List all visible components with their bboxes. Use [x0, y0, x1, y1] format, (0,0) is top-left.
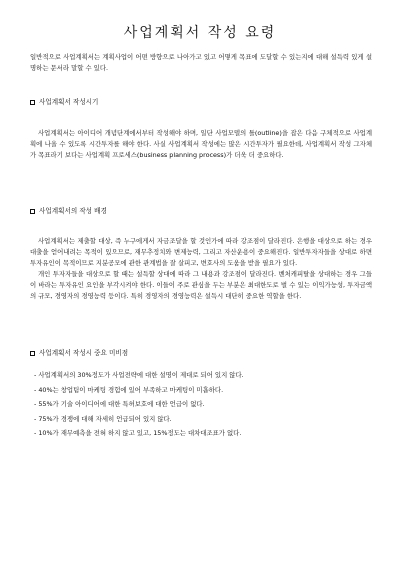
document-title: 사업계획서 작성 요령	[123, 25, 277, 41]
list-item: - 75%가 경쟁에 대해 자세히 언급되어 있지 않다.	[34, 414, 172, 423]
intro-paragraph: 일반적으로 사업계획서는 계획사업이 어떤 방향으로 나아가고 있고 어떻게 목표에 도달할 수 있는지에 대해 설득력 있게 설명하는 문서라 말할 수 있다.	[30, 53, 372, 72]
square-bullet-icon	[30, 209, 35, 214]
section-heading-deficiencies	[30, 348, 128, 358]
deficiency-list	[30, 368, 372, 441]
section-heading-label: 사업계획서 작성시 중요 미비점	[39, 349, 129, 357]
section-heading-label: 사업계획서의 작성 배경	[39, 207, 107, 215]
list-item: - 55%가 기술 아이디어에 대한 특허보호에 대한 언급이 없다.	[34, 400, 205, 408]
section-body-timing	[30, 128, 372, 161]
paragraph: 사업계획서는 아이디어 개념단계에서부터 작성해야 하며, 일단 사업모델의 틀(outline)을 잡은 다음 구체적으로 사업계획에 나올 수 있도록 시간투자를 해야 한다. 사실 사업계획서 작성에는 많은 시간투자가 필요한데, 사업계획서 작성 그자체가 목표라기 보다는 사업계획 프로세스(business planning process)가 더욱 더 중요하다.	[30, 129, 372, 159]
section-heading-timing	[30, 97, 98, 107]
square-bullet-icon	[30, 100, 35, 105]
paragraph: 사업계획서는 제출할 대상, 즉 누구에게서 자금조달을 할 것인가에 따라 강조점이 달라진다. 은행을 대상으로 하는 경우 대출을 얻어내려는 목적이 있으므로, 재무추정치와 변제능력, 그리고 자산운용이 중요해진다. 일반투자자들을 상대로 하면 투자유인이 목적이므로 지분공모에 관한 관계법을 잘 살피고, 변호사의 도움을 받을 필요가 있다.	[30, 237, 372, 267]
list-item: - 10%가 재무예측을 전혀 하지 않고 있고, 15%정도는 대차대조표가 없다.	[34, 429, 242, 437]
section-body-background	[30, 236, 372, 302]
section-heading-label: 사업계획서 작성시기	[39, 98, 99, 106]
square-bullet-icon	[30, 351, 35, 356]
section-heading-background	[30, 206, 107, 216]
list-item: - 40%는 창업팀이 마케팅 경험에 있어 부족하고 마케팅이 미흡하다.	[34, 385, 224, 394]
paragraph: 개인 투자자들을 대상으로 할 때는 설득할 상대에 따라 그 내용과 강조점이 달라진다. 벤처캐피탈을 상대하는 경우 그들이 바라는 투자유인 요인을 부각시켜야 한다. 이들이 주로 관심을 두는 부분은 최대한도로 벌 수 있는 이익가능성, 투자금액의 규모, 경영자의 경영능력 등이다. 특히 경영자의 경영능력은 설득시 대단히 중요한 역할을 한다.	[30, 270, 372, 300]
list-item: - 사업계획서의 30%정도가 사업전략에 대한 설명이 제대로 되어 있지 않다.	[34, 371, 244, 379]
